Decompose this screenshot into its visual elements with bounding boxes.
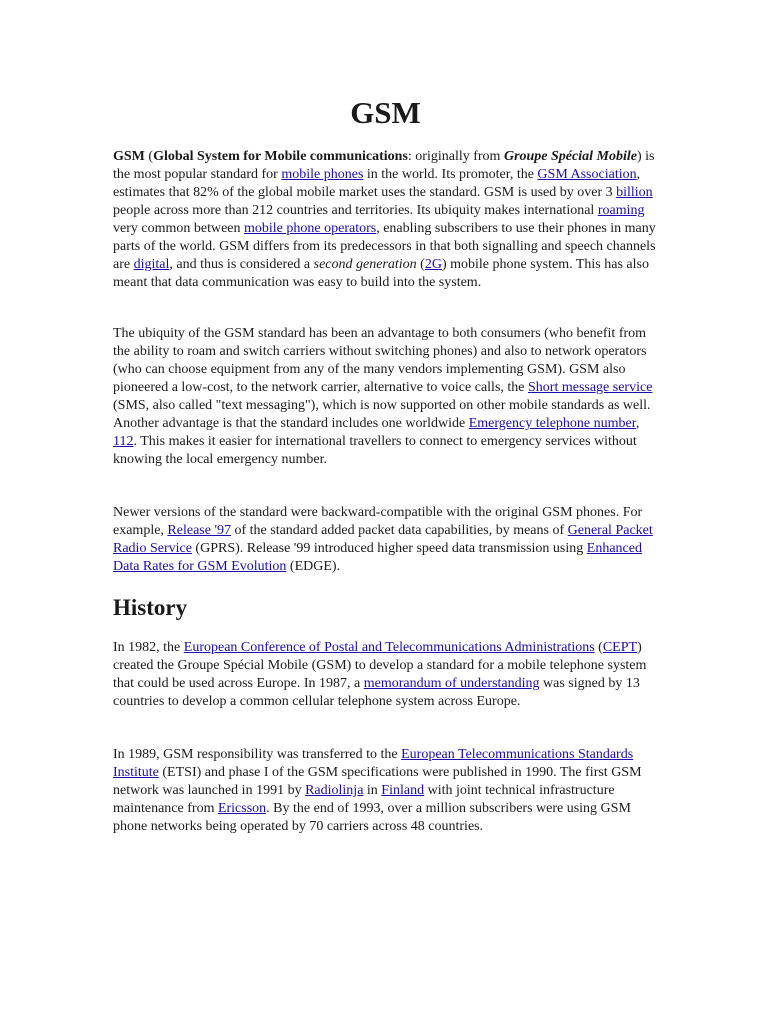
link-gsm-association[interactable]: GSM Association: [537, 167, 637, 182]
link-cept[interactable]: CEPT: [602, 640, 638, 655]
text: with joint technical infrastructure maintenance from: [113, 783, 615, 816]
intro-paragraph: [113, 148, 658, 292]
term-second-generation: second generation: [313, 257, 417, 272]
text: ,: [635, 416, 640, 431]
text: ) mobile phone system. This has also meant that data communication was easy to build into the system.: [113, 257, 649, 290]
text: (ETSI) and phase I of the GSM specifications were published in 1990. The first GSM network was launched in 1991 by: [113, 765, 642, 798]
text: (: [144, 149, 154, 164]
text: in: [363, 783, 382, 798]
text: people across more than 212 countries and territories. Its ubiquity makes international: [113, 203, 598, 218]
link-112[interactable]: 112: [113, 434, 134, 449]
history-paragraph-1: [113, 639, 658, 711]
text: (SMS, also called "text messaging"), which is now supported on other mobile standards as well. Another advantage is that the standard includes one worldwide: [113, 398, 651, 431]
history-heading: History: [113, 595, 188, 620]
term-gsm: GSM: [113, 149, 145, 164]
text: In 1982, the: [113, 640, 184, 655]
text: , and thus is considered a: [169, 257, 314, 272]
text: (: [594, 640, 603, 655]
text: (: [416, 257, 425, 272]
text: . This makes it easier for international travellers to connect to emergency services without knowing the local emergency number.: [113, 434, 637, 467]
text: (GPRS). Release '99 introduced higher speed data transmission using: [191, 541, 587, 556]
link-short-message-service[interactable]: Short message service: [528, 380, 653, 395]
ubiquity-paragraph: [113, 325, 658, 469]
link-etsi[interactable]: European Telecommunications Standards Institute: [113, 747, 634, 780]
link-billion[interactable]: billion: [616, 185, 653, 200]
link-gprs[interactable]: General Packet Radio Service: [113, 523, 653, 556]
text: ) created the Groupe Spécial Mobile (GSM) to develop a standard for a mobile telephone system that could be used across Europe. In 1987, a: [113, 640, 647, 691]
link-memorandum-of-understanding[interactable]: memorandum of understanding: [363, 676, 540, 691]
text: of the standard added packet data capabilities, by means of: [230, 523, 568, 538]
text: In 1989, GSM responsibility was transferred to the: [113, 747, 402, 762]
history-paragraph-2: [113, 746, 658, 836]
link-ericsson[interactable]: Ericsson: [217, 801, 267, 816]
link-edge[interactable]: Enhanced Data Rates for GSM Evolution: [113, 541, 642, 574]
text: , estimates that 82% of the global mobile market uses the standard. GSM is used by over 3: [113, 167, 641, 200]
link-mobile-phones[interactable]: mobile phones: [281, 167, 364, 182]
link-radiolinja[interactable]: Radiolinja: [305, 783, 364, 798]
newer-versions-paragraph: [113, 504, 658, 576]
text: (EDGE).: [286, 559, 341, 574]
link-emergency-telephone-number[interactable]: Emergency telephone number: [468, 416, 636, 431]
link-roaming[interactable]: roaming: [597, 203, 645, 218]
text: : originally from: [407, 149, 504, 164]
link-release-97[interactable]: Release '97: [167, 523, 231, 538]
term-full-name: Global System for Mobile communications: [153, 149, 408, 164]
text: The ubiquity of the GSM standard has been an advantage to both consumers (who benefit from the ability to roam and switch carriers without switching phones) and also to network operators (who can choose equipment from any of the many vendors implementing GSM). GSM also pioneered a low-cost, to the network carrier, alternative to voice calls, the: [113, 326, 647, 395]
link-finland[interactable]: Finland: [381, 783, 425, 798]
link-cept-full[interactable]: European Conference of Postal and Telecommunications Administrations: [183, 640, 595, 655]
link-digital[interactable]: digital: [133, 257, 170, 272]
text: . By the end of 1993, over a million subscribers were using GSM phone networks being operated by 70 carriers across 48 countries.: [113, 801, 631, 834]
text: ) is the most popular standard for: [113, 149, 655, 182]
text: in the world. Its promoter, the: [363, 167, 538, 182]
text: was signed by 13 countries to develop a common cellular telephone system across Europe.: [113, 676, 640, 709]
link-mobile-phone-operators[interactable]: mobile phone operators: [244, 221, 377, 236]
link-2g[interactable]: 2G: [424, 257, 442, 272]
page-title: GSM: [350, 95, 421, 130]
text: Newer versions of the standard were backward-compatible with the original GSM phones. For example,: [113, 505, 643, 538]
text: , enabling subscribers to use their phones in many parts of the world. GSM differs from its predecessors in that both signalling and speech channels are: [113, 221, 656, 272]
text: very common between: [113, 221, 245, 236]
term-groupe-special-mobile: Groupe Spécial Mobile: [503, 149, 637, 164]
